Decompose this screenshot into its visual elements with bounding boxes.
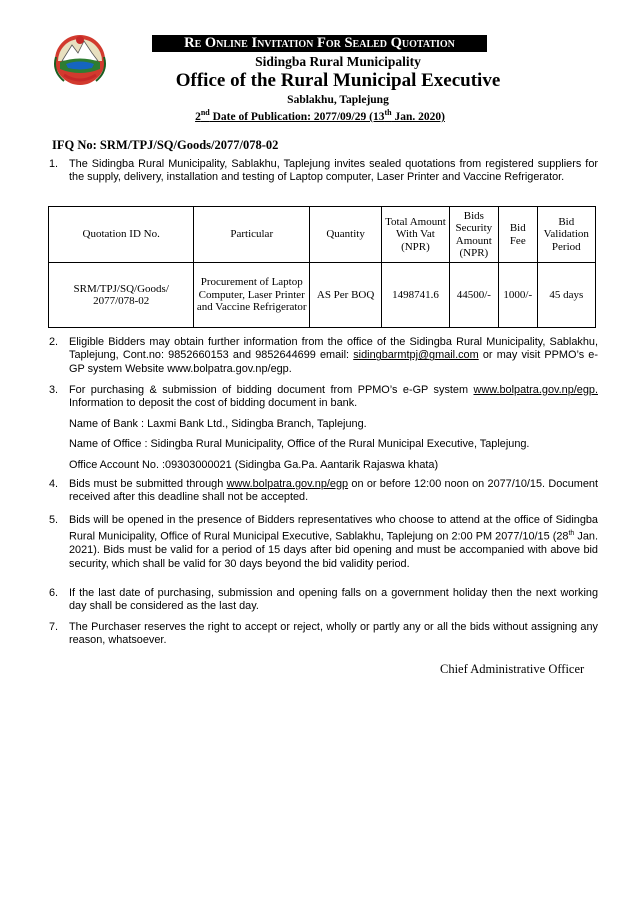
notice-title: Re Online Invitation For Sealed Quotation: [152, 35, 487, 52]
list-item: 6. If the last date of purchasing, submission and opening falls on a government holiday then the next working day shall be considered as the last day.: [49, 587, 598, 613]
office-location: Sablakhu, Taplejung: [287, 94, 389, 106]
table-cell: SRM/TPJ/SQ/Goods/ 2077/078-02: [49, 263, 194, 328]
table-cell: 1498741.6: [382, 263, 450, 328]
list-item: 2. Eligible Bidders may obtain further information from the office of the Sidingba Rural Municipality, Sablakhu, Taplejung, Cont.no: 9852660153 and 9852644699 email: sidingbarmtpj@gmail.com or may visit PPMO’s e-GP system Website www.bolpatra.gov.np/egp.: [49, 336, 598, 375]
office-name-line: Name of Office : Sidingba Rural Municipality, Office of the Rural Municipal Executive, Taplejung.: [69, 438, 530, 451]
table-cell: 45 days: [537, 263, 595, 328]
table-header: Total Amount With Vat (NPR): [382, 207, 450, 263]
quotation-table: [48, 206, 596, 328]
table-header: Quantity: [310, 207, 382, 263]
bolpatra-link[interactable]: www.bolpatra.gov.np/egp: [226, 478, 349, 490]
publication-date: 2nd Date of Publication: 2077/09/29 (13th Jan. 2020): [195, 108, 445, 123]
bank-name: Name of Bank : Laxmi Bank Ltd., Sidingba Branch, Taplejung.: [69, 417, 367, 430]
bolpatra-link[interactable]: www.bolpatra.gov.np/egp.: [473, 384, 598, 396]
table-header: Particular: [194, 207, 310, 263]
table-header: Bid Validation Period: [537, 207, 595, 263]
table-cell: Procurement of Laptop Computer, Laser Printer and Vaccine Refrigerator: [194, 263, 310, 328]
office-name: Office of the Rural Municipal Executive: [175, 70, 501, 91]
table-row: [49, 263, 596, 328]
list-item: 3. For purchasing & submission of bidding document from PPMO’s e-GP system www.bolpatra.gov.np/egp. Information to deposit the cost of bidding document in bank. Name of Bank : Laxmi Bank Ltd., Sidingba Branch, Taplejung. Name of Office : Sidingba Rural Municipality, Office of the Rural Municipal Executive, Taplejung. Office Account No. :09303000021 (Sidingba Ga.Pa. Aantarik Rajaswa khata): [49, 384, 598, 471]
table-header: Bids Security Amount (NPR): [449, 207, 498, 263]
municipality-name: Sidingba Rural Municipality: [255, 54, 421, 69]
table-cell: AS Per BOQ: [310, 263, 382, 328]
list-item: 1. The Sidingba Rural Municipality, Sablakhu, Taplejung invites sealed quotations from registered suppliers for the supply, delivery, installation and testing of Laptop computer, Laser Printer and Vaccine Refrigerator.: [49, 158, 598, 184]
list-item: 4. Bids must be submitted through www.bolpatra.gov.np/egp on or before 12:00 noon on 2077/10/15. Document received after this deadline shall not be accepted.: [49, 478, 598, 504]
signature-title: Chief Administrative Officer: [440, 662, 585, 676]
nepal-emblem-icon: [52, 31, 108, 87]
table-cell: 1000/-: [498, 263, 537, 328]
email-link[interactable]: sidingbarmtpj@gmail.com: [353, 349, 479, 362]
list-item: 5. Bids will be opened in the presence of Bidders representatives who choose to attend at the office of Sidingba Rural Municipality, Office of Rural Municipal Executive, Sablakhu, Taplejung on 2:00 PM 2077/10/15 (28th Jan. 2021). Bids must be valid for a period of 15 days after bid opening and must be accompanied with above bid security, which shall be valid for 30 days beyond the bid validity period.: [49, 514, 598, 570]
table-cell: 44500/-: [449, 263, 498, 328]
ifq-number: IFQ No: SRM/TPJ/SQ/Goods/2077/078-02: [52, 138, 279, 152]
table-header: Quotation ID No.: [49, 207, 194, 263]
table-header: Bid Fee: [498, 207, 537, 263]
account-number: Office Account No. :09303000021 (Sidingba Ga.Pa. Aantarik Rajaswa khata): [69, 458, 439, 471]
list-item: 7. The Purchaser reserves the right to accept or reject, wholly or partly any or all the bids without assigning any reason, whatsoever.: [49, 621, 598, 647]
